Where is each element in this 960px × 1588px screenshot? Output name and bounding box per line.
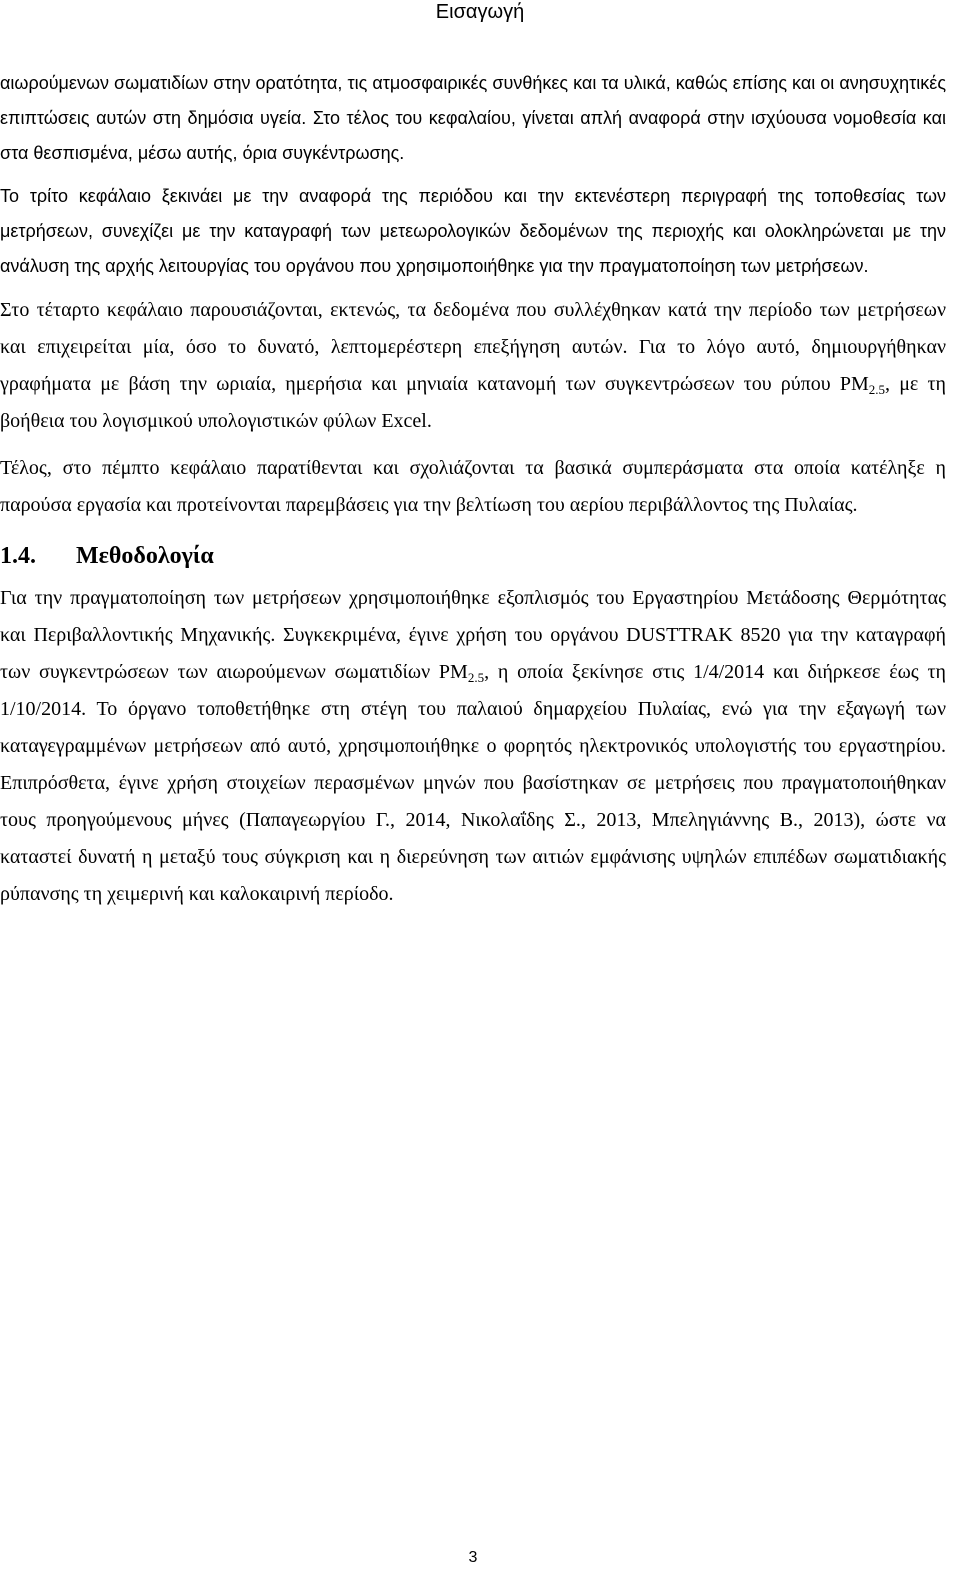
running-header: Εισαγωγή: [435, 1, 525, 23]
paragraph-chapter5-summary: Τέλος, στο πέμπτο κεφάλαιο παρατίθενται και σχολιάζονται τα βασικά συμπεράσματα στα οποία κατέληξε η παρούσα εργασία και προτείνονται παρεμβάσεις για την βελτίωση του αερίου περιβάλλοντος της Πυλαίας.: [0, 457, 946, 516]
paragraph-chapter2-summary: αιωρούμενων σωματιδίων στην ορατότητα, τις ατμοσφαιρικές συνθήκες και τα υλικά, καθώς επίσης και οι ανησυχητικές επιπτώσεις αυτών στη δημόσια υγεία. Στο τέλος του κεφαλαίου, γίνεται απλή αναφορά στην ισχύουσα νομοθεσία και στα θεσπισμένα, μέσω αυτής, όρια συγκέντρωσης.: [0, 73, 946, 163]
paragraph-chapter4-text-b: , με τη βοήθεια του λογισμικού υπολογιστικών φύλων Excel.: [0, 373, 946, 432]
paragraph-methodology-text-a: Για την πραγματοποίηση των μετρήσεων χρησιμοποιήθηκε εξοπλισμός του Εργαστηρίου Μετάδοσης Θερμότητας και Περιβαλλοντικής Μηχανικής. Συγκεκριμένα, έγινε χρήση του οργάνου DUSTTRAK 8520 για την καταγραφή των συγκεντρώσεων των αιωρούμενων σωματιδίων PM: [0, 587, 946, 683]
section-title: Μεθοδολογία: [76, 543, 214, 569]
paragraph-methodology: [0, 580, 946, 913]
section-heading: [0, 532, 946, 580]
paragraph-chapter4-summary: [0, 292, 946, 440]
page-body: [0, 66, 946, 913]
pm-subscript: 2.5: [467, 670, 485, 685]
paragraph-chapter3-summary: Το τρίτο κεφάλαιο ξεκινάει με την αναφορά της περιόδου και την εκτενέστερη περιγραφή της τοποθεσίας των μετρήσεων, συνεχίζει με την καταγραφή των μετεωρολογικών δεδομένων της περιοχής και ολοκληρώνεται με την ανάλυση της αρχής λειτουργίας του οργάνου που χρησιμοποιήθηκε για την πραγματοποίηση των μετρήσεων.: [0, 186, 946, 276]
paragraph-chapter4-text-a: Στο τέταρτο κεφάλαιο παρουσιάζονται, εκτενώς, τα δεδομένα που συλλέχθηκαν κατά την περίοδο των μετρήσεων και επιχειρείται μία, όσο το δυνατό, λεπτομερέστερη επεξήγηση αυτών. Για το λόγο αυτό, δημιουργήθηκαν γραφήματα με βάση την ωριαία, ημερήσια και μηνιαία κατανομή των συγκεντρώσεων του ρύπου PM: [0, 299, 946, 395]
pm-subscript: 2.5: [868, 382, 886, 397]
section-number: 1.4.: [0, 543, 36, 569]
paragraph-methodology-text-b: , η οποία ξεκίνησε στις 1/4/2014 και διήρκεσε έως τη 1/10/2014. Το όργανο τοποθετήθηκε στη στέγη του παλαιού δημαρχείου Πυλαίας, ενώ για την εξαγωγή των καταγεγραμμένων μετρήσεων από αυτό, χρησιμοποιήθηκε ο φορητός ηλεκτρονικός υπολογιστής του εργαστηρίου. Επιπρόσθετα, έγινε χρήση στοιχείων περασμένων μηνών που βασίστηκαν σε μετρήσεις που πραγματοποιήθηκαν τους προηγούμενους μήνες (Παπαγεωργίου Γ., 2014, Νικολαΐδης Σ., 2013, Μπεληγιάννης Β., 2013), ώστε να καταστεί δυνατή η μεταξύ τους σύγκριση και η διερεύνηση των αιτιών εμφάνισης υψηλών επιπέδων σωματιδιακής ρύπανσης τη χειμερινή και καλοκαιρινή περίοδο.: [0, 661, 946, 905]
page-number: 3: [468, 1549, 478, 1566]
